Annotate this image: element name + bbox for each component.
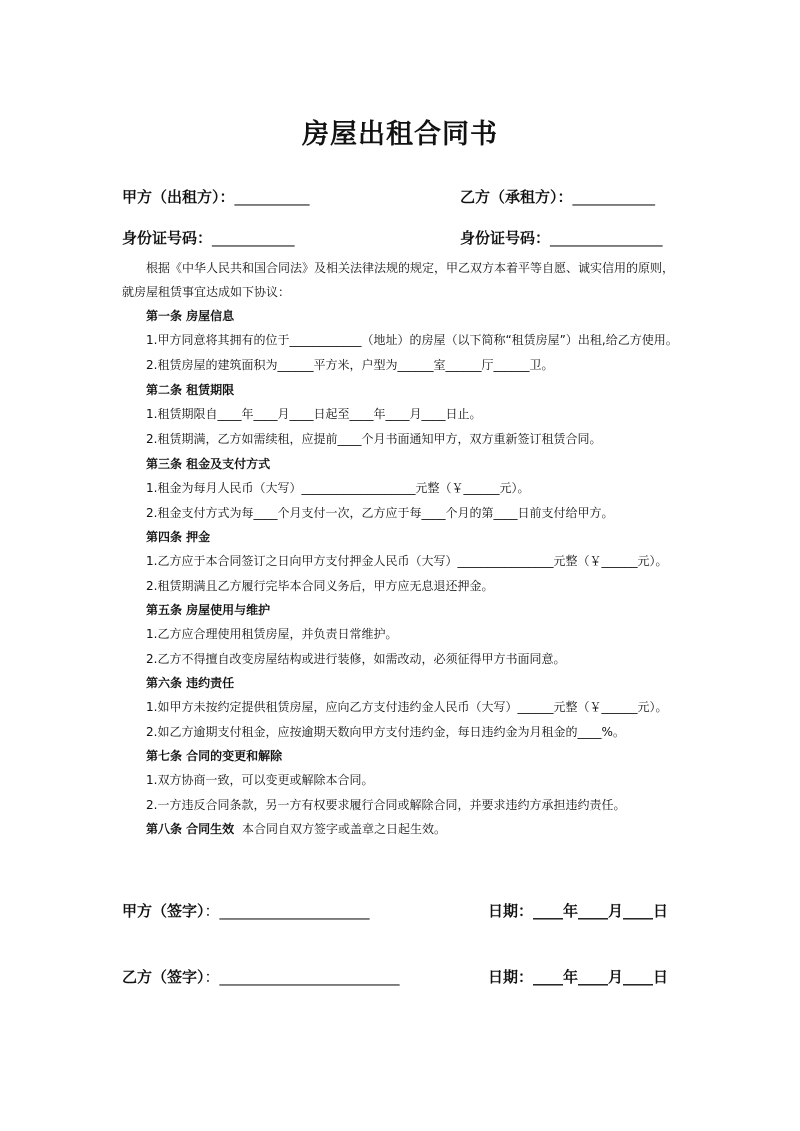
lessor-id-label: 身份证号码：: [122, 229, 213, 247]
lessor-date: [488, 900, 668, 921]
article-4-title: 第四条 押金: [146, 530, 211, 544]
lessee-date: [488, 966, 668, 987]
article-2-line-1: 1.租赁期限自____年____月____日起至____年____月____日止。: [146, 407, 482, 421]
article-8-text: 本合同自双方签字或盖章之日起生效。: [242, 822, 447, 836]
lessor-date-label: 日期：: [488, 902, 534, 920]
lessee-date-label: 日期：: [488, 968, 534, 986]
lessee-label: 乙方（承租方）：: [460, 188, 573, 206]
lessee-id-blank[interactable]: _______________: [550, 229, 663, 247]
intro-paragraph: 根据《中华人民共和国合同法》及相关法律法规的规定，甲乙双方本着平等自愿、诚实信用的原则，就房屋租赁事宜达成如下协议：: [122, 261, 675, 299]
lessor-date-blank[interactable]: ____年____月____日: [533, 902, 669, 920]
lessee-signature-label: 乙方（签字）: [122, 968, 205, 986]
article-3-line-1: 1.租金为每月人民币（大写）___________________元整（￥______元）。: [146, 481, 530, 495]
article-1-line-1: 1.甲方同意将其拥有的位于____________（地址）的房屋（以下简称“租赁房屋”）出租,给乙方使用。: [146, 333, 678, 347]
lessor-signature-blank[interactable]: ____________________: [219, 902, 370, 920]
lessee-signature: [122, 966, 400, 987]
article-8: [146, 820, 446, 837]
article-5-line-2: 2.乙方不得擅自改变房屋结构或进行装修，如需改动，必须征得甲方书面同意。: [146, 652, 566, 666]
lessor-field: [122, 186, 310, 207]
lessor-id-blank[interactable]: ___________: [212, 229, 295, 247]
article-3-title: 第三条 租金及支付方式: [146, 457, 271, 471]
lessee-signature-blank[interactable]: ________________________: [219, 968, 400, 986]
lessee-signature-colon: ：: [204, 968, 220, 986]
article-6-title: 第六条 违约责任: [146, 676, 235, 690]
lessor-signature: [122, 900, 370, 921]
lessee-id-label: 身份证号码：: [460, 229, 551, 247]
lessor-signature-label: 甲方（签字）: [122, 902, 205, 920]
article-8-title: 第八条 合同生效: [146, 822, 235, 836]
article-1-line-2: 2.租赁房屋的建筑面积为______平方米，户型为______室______厅______卫。: [146, 358, 554, 372]
lessor-signature-colon: ：: [204, 902, 220, 920]
article-7-title: 第七条 合同的变更和解除: [146, 749, 283, 763]
lessor-id-field: [122, 227, 295, 248]
article-5-title: 第五条 房屋使用与维护: [146, 603, 271, 617]
lessee-id-field: [460, 227, 663, 248]
document-title: 房屋出租合同书: [302, 119, 498, 150]
article-2-line-2: 2.租赁期满，乙方如需续租，应提前____个月书面通知甲方，双方重新签订租赁合同。: [146, 432, 602, 446]
article-6-line-1: 1.如甲方未按约定提供租赁房屋，应向乙方支付违约金人民币（大写）______元整（￥______元）。: [146, 700, 668, 714]
article-3-line-2: 2.租金支付方式为每____个月支付一次，乙方应于每____个月的第____日前支付给甲方。: [146, 506, 614, 520]
article-1-title: 第一条 房屋信息: [146, 309, 235, 323]
lessee-date-blank[interactable]: ____年____月____日: [533, 968, 669, 986]
lessee-field: [460, 186, 655, 207]
article-5-line-1: 1.乙方应合理使用租赁房屋，并负责日常维护。: [146, 627, 398, 641]
lessor-label: 甲方（出租方）：: [122, 188, 235, 206]
article-4-line-2: 2.租赁期满且乙方履行完毕本合同义务后，甲方应无息退还押金。: [146, 579, 494, 593]
article-7-line-1: 1.双方协商一致，可以变更或解除本合同。: [146, 773, 374, 787]
article-4-line-1: 1.乙方应于本合同签订之日向甲方支付押金人民币（大写）________________元整（￥______元）。: [146, 554, 668, 568]
article-2-title: 第二条 租赁期限: [146, 383, 235, 397]
article-6-line-2: 2.如乙方逾期支付租金，应按逾期天数向甲方支付违约金，每日违约金为月租金的____%。: [146, 725, 625, 739]
article-7-line-2: 2.一方违反合同条款，另一方有权要求履行合同或解除合同，并要求违约方承担违约责任。: [146, 798, 626, 812]
lessor-blank[interactable]: __________: [234, 188, 310, 206]
lessee-blank[interactable]: ___________: [572, 188, 656, 206]
